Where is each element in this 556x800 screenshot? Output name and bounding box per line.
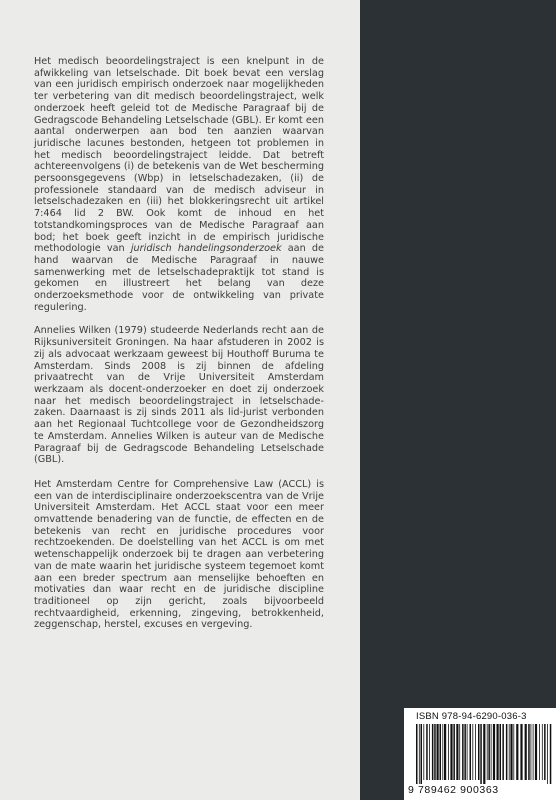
barcode-bar <box>480 724 482 784</box>
barcode-bar <box>419 724 420 784</box>
blurb-text-column <box>34 56 324 643</box>
barcode-digits: 9 789462 900363 <box>408 784 499 796</box>
barcode-bar <box>421 724 423 784</box>
dark-side-stripe <box>360 0 556 800</box>
barcode-bar <box>502 724 504 780</box>
barcode-bar <box>442 724 443 780</box>
barcode-bar <box>478 724 480 780</box>
barcode-bar <box>432 724 434 780</box>
barcode-bar <box>488 724 490 780</box>
isbn-label: ISBN 978-94-6290-036-3 <box>416 711 527 722</box>
barcode-bars <box>414 724 554 784</box>
barcode-bar <box>440 724 442 780</box>
barcode-bar <box>491 724 492 780</box>
barcode-bar <box>426 724 428 780</box>
barcode-bar <box>416 724 418 784</box>
barcode-bar <box>520 724 522 780</box>
barcode-bar <box>429 724 430 780</box>
barcode-bar <box>434 724 436 780</box>
barcode-bar <box>544 724 546 780</box>
barcode-bar <box>448 724 449 780</box>
barcode-bar <box>450 724 452 780</box>
barcode-bar <box>539 724 540 780</box>
barcode-bar <box>475 724 476 780</box>
blurb-italic-term: juridisch handelingsonderzoek <box>130 243 282 255</box>
blurb-paragraph-author: Annelies Wilken (1979) studeerde Nederlands recht aan de Rijksuniversiteit Groningen. Na haar afstuderen in 2002 is zij als advocaat werkzaam geweest bij Houthoff Buruma te Amsterdam. Sinds 2008 is zij binnen de afdeling privaatrecht van de Vrije Universiteit Amsterdam werkzaam als docent-onderzoeker en doet zij onderzoek naar het medisch beoordelingstraject in letselschade-zaken. Daarnaast is zij sinds 2011 als lid-jurist verbonden aan het Regionaal Tuchtcollege voor de Gezondheidszorg te Amsterdam. Annelies Wilken is auteur van de Medische Paragraaf bij de Gedragscode Behandeling Letselschade (GBL). <box>34 325 324 466</box>
barcode-bar <box>453 724 455 780</box>
barcode-bar <box>547 724 548 784</box>
barcode-bar <box>444 724 446 780</box>
barcode-bar <box>550 724 552 784</box>
barcode-bar <box>516 724 518 780</box>
barcode-bar <box>483 724 485 784</box>
blurb-paragraph-book <box>34 56 324 313</box>
barcode-bar <box>513 724 514 780</box>
barcode-bar <box>528 724 530 780</box>
barcode-bar <box>525 724 527 780</box>
barcode-bar <box>497 724 499 780</box>
barcode-bar <box>535 724 537 780</box>
barcode-bar <box>472 724 473 780</box>
blurb-paragraph-accl: Het Amsterdam Centre for Comprehensive Law (ACCL) is een van de interdisciplinaire onderzoekscentra van de Vrije Universiteit Amsterdam. Het ACCL staat voor een meer omvattende benadering van de functie, de effecten en de betekenis van recht en juridische procedures voor rechtzoekenden. De doelstelling van het ACCL is om met wetenschappelijk onderzoek bij te dragen aan verbetering van de mate waarin het juridische systeem tegemoet komt aan een breder spectrum aan menselijke behoeften en motivaties dan waar recht en de juridische discipline traditioneel op zijn gericht, zoals bijvoorbeeld rechtvaardigheid, erkenning, zingeving, betrokkenheid, zeggenschap, herstel, excuses en vergeving. <box>34 478 324 631</box>
barcode-bar <box>462 724 464 780</box>
barcode-bar <box>423 724 424 780</box>
barcode-bar <box>509 724 510 780</box>
barcode-bar <box>456 724 458 780</box>
barcode-bar <box>493 724 495 780</box>
barcode-bar <box>487 724 488 780</box>
barcode-bar <box>506 724 508 780</box>
blurb-paragraph-book-part-a: Het medisch beoordelingstraject is een knelpunt in de afwikkeling van letselschade. Dit boek bevat een verslag van een juridisch empirisch onderzoek naar mogelijkheden ter verbetering van dit medisch beoordelingstraject, welk onderzoek heeft geleid tot de Medische Paragraaf bij de Gedragscode Behandeling Letselschade (GBL). Er komt een aantal onderwerpen aan bod ten aanzien waarvan juridische lacunes bestonden, hetgeen tot problemen in het medisch beoordelingstraject leidde. Dat betreft achtereenvolgens (i) de betekenis van de Wet bescherming persoonsgegevens (Wbp) in letselschadezaken, (ii) de professionele standaard van de medisch adviseur in letselschadezaken en (iii) het blokkeringsrecht uit artikel 7:464 lid 2 BW. Ook komt de inhoud en het totstandkomingsproces van de Medische Paragraaf aan bod; het boek geeft inzicht in de empirisch juridische methodologie van <box>34 56 324 255</box>
barcode-bar <box>533 724 534 780</box>
barcode-bar <box>542 724 543 780</box>
isbn-barcode <box>404 708 556 800</box>
barcode-bar <box>437 724 439 780</box>
barcode-bar <box>464 724 466 780</box>
barcode-bar <box>500 724 502 780</box>
barcode-bar <box>531 724 532 780</box>
barcode-bar <box>470 724 472 780</box>
barcode-bar <box>510 724 512 780</box>
barcode-bar <box>467 724 468 780</box>
blurb-paragraph-book-part-b: aan de hand waarvan de Medische Paragraaf in nauwe samenwerking met de letselschadepraktijk tot stand is gekomen en illustreert het belang van deze onderzoeksmethode voor de ontwikkeling van private regulering. <box>34 243 324 313</box>
barcode-bar <box>459 724 460 780</box>
